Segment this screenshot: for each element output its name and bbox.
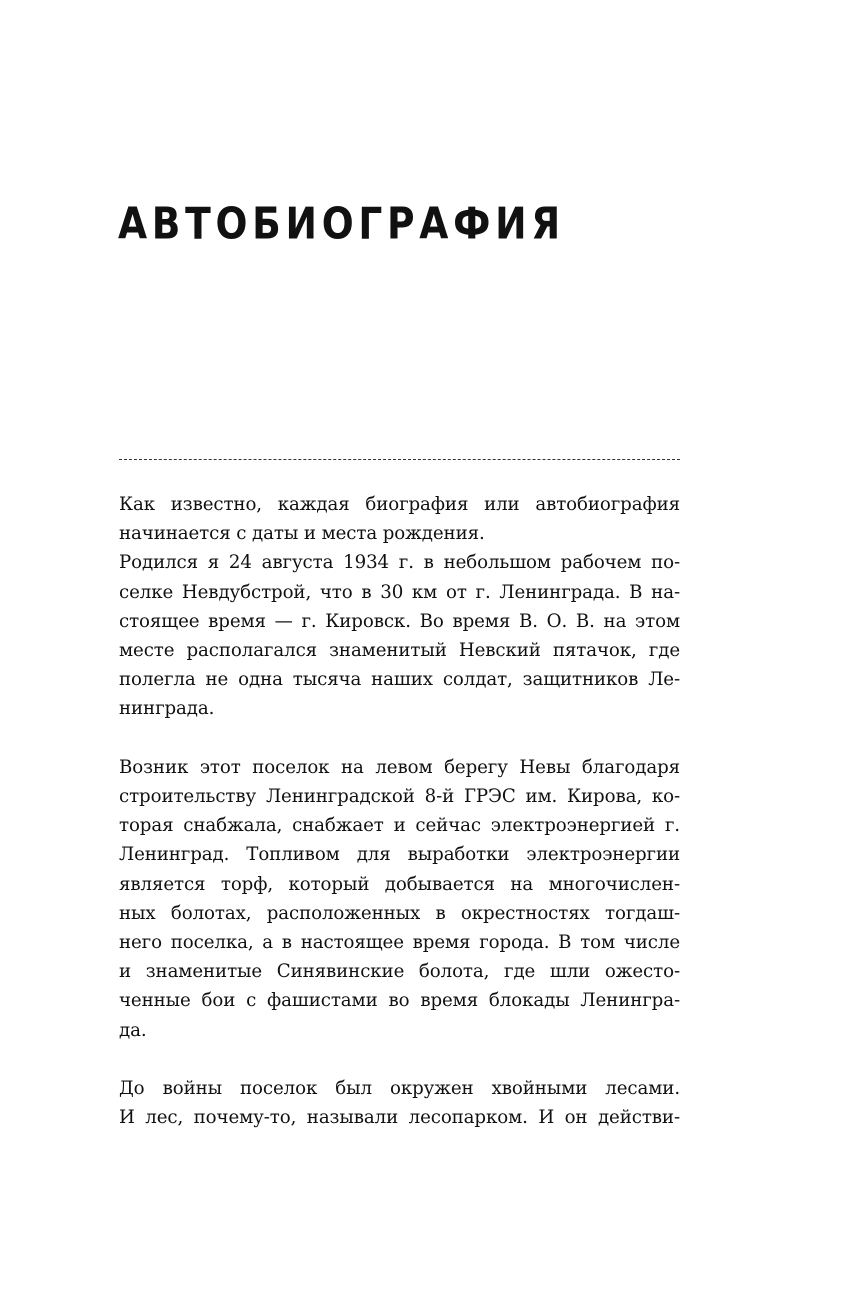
text-line: является торф, который добывается на многочислен- [119,873,680,895]
paragraph-gap [119,724,680,753]
text-line: строительству Ленинградской 8-й ГРЭС им. Кирова, ко- [119,786,680,808]
text-line: Возник этот поселок на левом берегу Невы благодаря [119,756,680,778]
text-line: торая снабжала, снабжает и сейчас электроэнергией г. [119,815,680,837]
text-line: него поселка, а в настоящее время города. В том числе [119,932,680,954]
text-line: Родился я 24 августа 1934 г. в небольшом рабочем по- [119,552,680,574]
paragraph-birth [119,548,680,723]
text-line: стоящее время — г. Кировск. Во время В. О. В. на этом [119,610,680,632]
body-text [119,490,680,1132]
paragraph-settlement [119,753,680,1045]
text-line: начинается с даты и места рождения. [119,523,485,545]
text-line: нинграда. [119,698,215,720]
text-line: месте располагался знаменитый Невский пятачок, где [119,640,680,662]
text-line: и знаменитые Синявинские болота, где шли ожесто- [119,961,680,983]
paragraph-forests [119,1074,680,1132]
text-line: ченные бои с фашистами во время блокады Ленингра- [119,990,680,1012]
text-line: Как известно, каждая биография или автобиография [119,494,680,515]
dashed-divider [119,459,680,460]
text-line: До войны поселок был окружен хвойными лесами. [119,1078,680,1100]
text-line: ных болотах, расположенных в окрестностях тогдаш- [119,902,680,924]
text-line: селке Невдубстрой, что в 30 км от г. Ленинграда. В на- [119,581,680,603]
chapter-title: АВТОБИОГРАФИЯ [118,199,565,250]
text-line: И лес, почему-то, называли лесопарком. И он действи- [119,1107,680,1129]
text-line: да. [119,1019,147,1041]
paragraph-intro [119,490,680,548]
paragraph-gap [119,1045,680,1074]
text-line: Ленинград. Топливом для выработки электроэнергии [119,844,680,866]
text-line: полегла не одна тысяча наших солдат, защитников Ле- [119,669,680,691]
